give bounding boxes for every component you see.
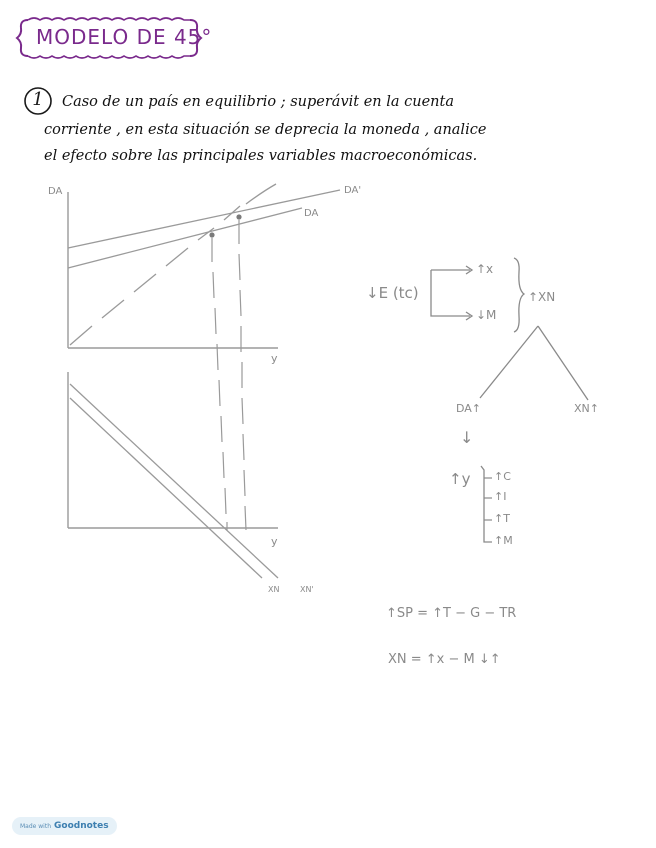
component-imports: ↑M — [494, 534, 513, 547]
xn-up-note: XN↑ — [574, 402, 599, 415]
line-45-degree-tail — [246, 184, 276, 204]
exchange-rate-note: ↓E (tc) — [366, 284, 419, 302]
imports-down-note: ↓M — [476, 308, 497, 322]
exports-up-note: ↑x — [476, 262, 494, 276]
da-up-note: DA↑ — [456, 402, 482, 415]
vertical-dashed-line-1 — [212, 238, 227, 530]
xn-prime-label: XN' — [300, 585, 314, 594]
page-title: MODELO DE 45° — [36, 25, 213, 49]
made-with-label: Made with — [20, 822, 51, 830]
goodnotes-badge[interactable] — [12, 817, 117, 835]
da-label: DA — [304, 208, 319, 219]
curly-brace-icon — [514, 258, 524, 332]
equilibrium-point-2 — [236, 214, 241, 219]
net-exports-up-note: ↑XN — [528, 290, 556, 304]
branch-right — [538, 326, 588, 400]
net-exports-equation: XN = ↑x − M ↓↑ — [388, 652, 501, 667]
vertical-dashed-line-2 — [239, 220, 246, 530]
da-prime-line — [68, 190, 340, 248]
xn-label: XN — [268, 585, 280, 594]
da-prime-label: DA' — [344, 185, 362, 196]
bottom-graph — [68, 372, 314, 594]
branch-bracket — [431, 270, 470, 316]
savings-equation: ↑SP = ↑T − G − TR — [386, 606, 517, 621]
line-45-degree — [70, 206, 240, 345]
component-investment: ↑I — [494, 490, 507, 503]
xn-prime-line — [70, 398, 262, 578]
question-line-1: Caso de un país en equilibrio ; superávit en la cuenta — [62, 94, 454, 110]
component-consumption: ↑C — [494, 470, 511, 483]
top-x-axis-label: y — [271, 352, 278, 365]
question-line-3: el efecto sobre las principales variables macroeconómicas. — [44, 148, 478, 164]
xn-line — [70, 384, 278, 578]
arrow-down-icon: ↓ — [460, 428, 474, 447]
da-line — [68, 208, 302, 268]
component-taxes: ↑T — [494, 512, 510, 525]
question-line-2: corriente , en esta situación se deprecia la moneda , analice — [44, 122, 487, 138]
bottom-x-axis-label: y — [271, 535, 278, 548]
top-graph — [48, 184, 361, 365]
top-y-axis-label: DA — [48, 186, 63, 197]
effects-diagram — [431, 258, 588, 542]
equilibrium-point-1 — [209, 232, 214, 237]
goodnotes-logo-text: Goodnotes — [54, 821, 109, 831]
income-up-note: ↑y — [449, 470, 471, 488]
branch-left — [480, 326, 538, 398]
question-number: 1 — [32, 89, 44, 110]
